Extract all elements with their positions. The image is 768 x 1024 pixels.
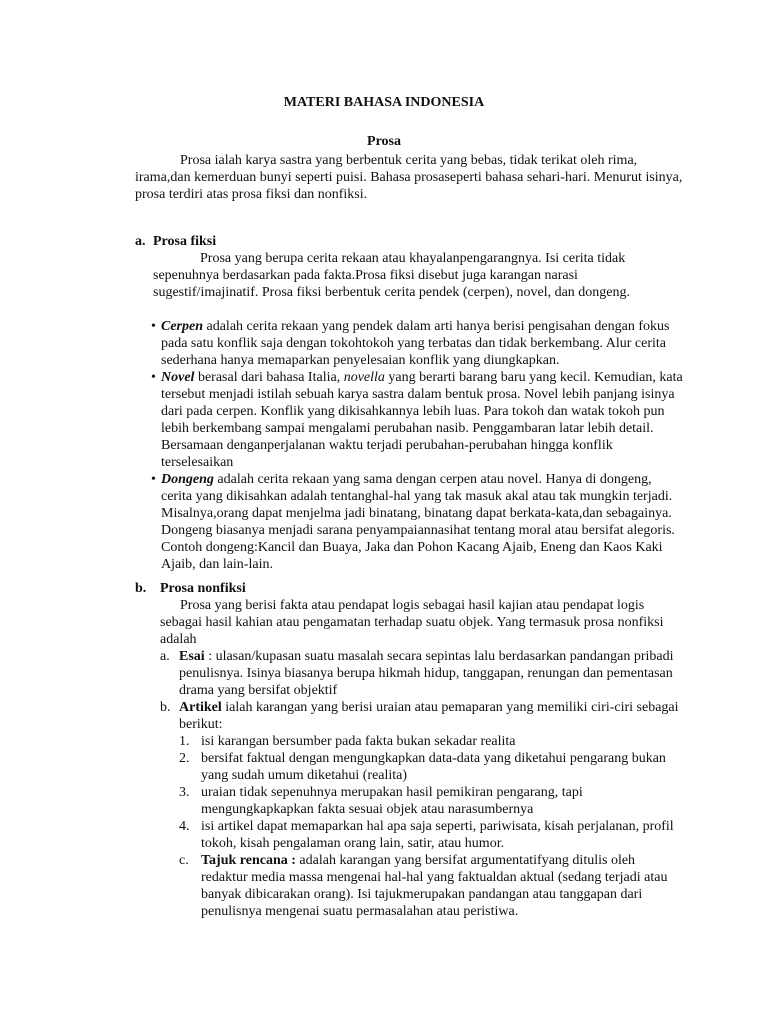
tajuk-line: redaktur media massa mengenai hal-hal yang faktualdan aktual (sedang terjadi atau bbox=[201, 870, 668, 885]
list-marker: a. bbox=[135, 234, 146, 249]
fiksi-para-line: sugestif/imajinatif. Prosa fiksi berbentuk cerita pendek (cerpen), novel, dan dongeng. bbox=[153, 285, 631, 300]
artikel-item: bersifat faktual dengan mengungkapkan data-data yang diketahui pengarang bukan bbox=[201, 751, 666, 766]
cerpen-line: pada satu konflik saja dengan tokohtokoh yang terbatas dan tidak berkembang. Alur cerita bbox=[161, 336, 667, 351]
intro-line: irama,dan kemerduan bunyi seperti puisi. Bahasa prosaseperti bahasa sehari-hari. Menurut isinya, bbox=[135, 170, 683, 185]
artikel-item: mengungkapkapkan fakta sesuai objek atau narasumbernya bbox=[201, 802, 534, 817]
dongeng-line: Dongeng adalah cerita rekaan yang sama dengan cerpen atau novel. Hanya di dongeng, bbox=[161, 472, 652, 487]
fiksi-para-line: sepenuhnya berdasarkan pada fakta.Prosa fiksi disebut juga karangan narasi bbox=[153, 268, 578, 283]
nonfiksi-para-line: Prosa yang berisi fakta atau pendapat logis sebagai hasil kajian atau pendapat logis bbox=[180, 598, 645, 613]
list-marker: b. bbox=[160, 700, 171, 715]
list-marker: b. bbox=[135, 581, 147, 596]
term-esai: Esai bbox=[179, 649, 205, 664]
tajuk-line: Tajuk rencana : adalah karangan yang bersifat argumentatifyang ditulis oleh bbox=[201, 853, 636, 868]
section-heading-prosa: Prosa bbox=[367, 134, 401, 149]
list-marker: 4. bbox=[179, 819, 190, 834]
novel-line: lebih berkembang sampai mengalami perubahan nasib. Penggambaran latar lebih detail. bbox=[161, 421, 654, 436]
dongeng-line: Dongeng biasanya menjadi sarana penyampaiannasihat tentang moral atau bersifat alegoris. bbox=[161, 523, 675, 538]
esai-line: penulisnya. Isinya biasanya berupa hikmah hidup, tanggapan, renungan dan pementasan bbox=[179, 666, 673, 681]
novel-line: Bersamaan denganperjalanan waktu terjadi perubahan-perubahan hingga konflik bbox=[161, 438, 613, 453]
fiksi-para-line: Prosa yang berupa cerita rekaan atau khayalanpengarangnya. Isi cerita tidak bbox=[200, 251, 626, 266]
list-marker: a. bbox=[160, 649, 170, 664]
novel-line: dari pada cerpen. Konflik yang dikisahkannya lebih luas. Para tokoh dan watak tokoh pun bbox=[161, 404, 665, 419]
tajuk-line: penulisnya mengenai suatu permasalahan atau peristiwa. bbox=[201, 904, 519, 919]
cerpen-line: sederhana hanya memaparkan penyelesaian konflik yang diungkapkan. bbox=[161, 353, 560, 368]
artikel-line: berikut: bbox=[179, 717, 223, 732]
esai-line: drama yang bersifat objektif bbox=[179, 683, 338, 698]
term-cerpen: Cerpen bbox=[161, 319, 203, 334]
term-novella: novella bbox=[343, 370, 385, 385]
artikel-item: isi karangan bersumber pada fakta bukan sekadar realita bbox=[201, 734, 516, 749]
intro-line: prosa terdiri atas prosa fiksi dan nonfiksi. bbox=[135, 187, 368, 202]
list-marker: 2. bbox=[179, 751, 190, 766]
list-marker: 1. bbox=[179, 734, 190, 749]
subheading-prosa-fiksi: Prosa fiksi bbox=[153, 234, 217, 249]
term-artikel: Artikel bbox=[179, 700, 222, 715]
novel-line: tersebut menjadi istilah sebuah karya sastra dalam bentuk prosa. Novel lebih panjang isinya bbox=[161, 387, 675, 402]
term-tajuk-rencana: Tajuk rencana : bbox=[201, 853, 296, 868]
novel-line: terselesaikan bbox=[161, 455, 234, 470]
dongeng-line: Contoh dongeng:Kancil dan Buaya, Jaka dan Pohon Kacang Ajaib, Eneng dan Kaos Kaki bbox=[161, 540, 663, 555]
dongeng-line: cerita yang dikisahkan adalah tentanghal-hal yang tak masuk akal atau tak mungkin terjadi. bbox=[161, 489, 673, 504]
artikel-item: yang sudah umum diketahui (realita) bbox=[201, 768, 408, 783]
term-novel: Novel bbox=[161, 370, 195, 385]
novel-line: Novel berasal dari bahasa Italia, novella yang berarti barang baru yang kecil. Kemudian, kata bbox=[161, 370, 683, 385]
artikel-line: Artikel ialah karangan yang berisi uraian atau pemaparan yang memiliki ciri-ciri sebagai bbox=[179, 700, 679, 715]
document-title: MATERI BAHASA INDONESIA bbox=[283, 95, 485, 110]
term-dongeng: Dongeng bbox=[161, 472, 214, 487]
dongeng-line: Misalnya,orang dapat menjelma jadi binatang, binatang dapat berkata-kata,dan sebagainya. bbox=[161, 506, 672, 521]
esai-line: Esai : ulasan/kupasan suatu masalah secara sepintas lalu berdasarkan pandangan pribadi bbox=[179, 649, 674, 664]
tajuk-line: banyak dibicarakan orang). Isi tajukmerupakan pandangan atau tanggapan dari bbox=[201, 887, 643, 902]
nonfiksi-para-line: sebagai hasil kahian atau pengamatan terhadap suatu objek. Yang termasuk prosa nonfiksi bbox=[160, 615, 664, 630]
bullet-icon: • bbox=[151, 472, 156, 487]
nonfiksi-para-line: adalah bbox=[160, 632, 197, 647]
bullet-icon: • bbox=[151, 370, 156, 385]
subheading-prosa-nonfiksi: Prosa nonfiksi bbox=[160, 581, 246, 596]
artikel-item: isi artikel dapat memaparkan hal apa saja seperti, pariwisata, kisah perjalanan, profil bbox=[201, 819, 674, 834]
artikel-item: tokoh, kisah pengalaman orang lain, satir, atau humor. bbox=[201, 836, 505, 851]
list-marker: 3. bbox=[179, 785, 190, 800]
dongeng-line: Ajaib, dan lain-lain. bbox=[161, 557, 273, 572]
artikel-item: uraian tidak sepenuhnya merupakan hasil pemikiran pengarang, tapi bbox=[201, 785, 583, 800]
intro-line: Prosa ialah karya sastra yang berbentuk cerita yang bebas, tidak terikat oleh rima, bbox=[180, 153, 638, 168]
list-marker: c. bbox=[179, 853, 189, 868]
cerpen-line: Cerpen adalah cerita rekaan yang pendek dalam arti hanya berisi pengisahan dengan fokus bbox=[161, 319, 670, 334]
bullet-icon: • bbox=[151, 319, 156, 334]
